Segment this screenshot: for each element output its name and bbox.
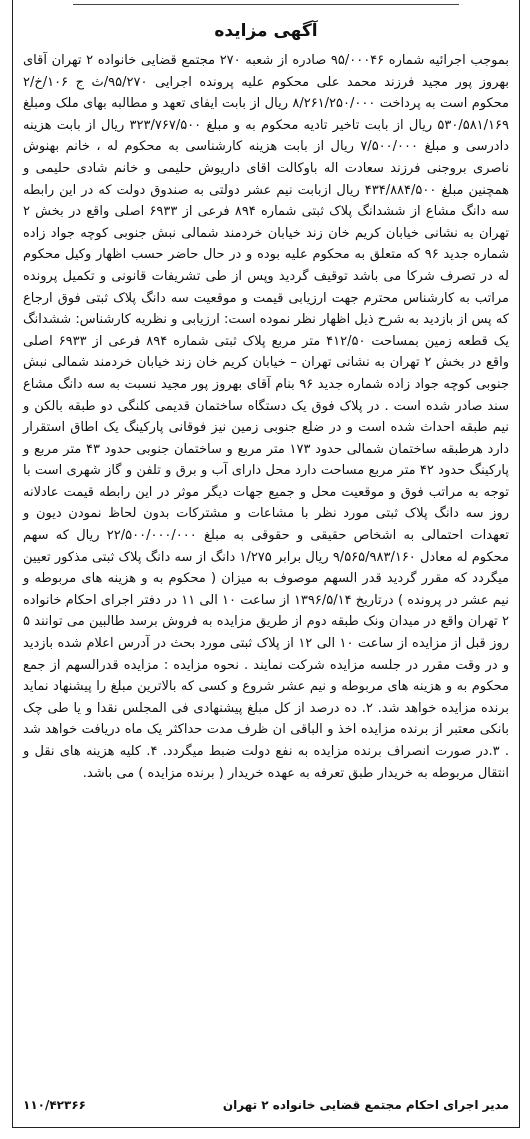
- notice-footer: [23, 1093, 509, 1117]
- notice-title: آگهی مزایده: [214, 21, 318, 41]
- auction-notice: [12, 0, 520, 1128]
- notice-body: [23, 50, 509, 784]
- issuer-signature-line: مدیر اجرای احکام مجتمع قضایی خانواده ۲ تهران: [222, 1098, 509, 1112]
- notice-body-paragraph: بموجب اجرائیه شماره ۹۵/۰۰۰۴۶ صادره از شعبه ۲۷۰ مجتمع قضایی خانواده ۲ تهران آقای بهروز پور مجید فرزند محمد علی محکوم علیه پرونده اجرایی ۹۵/۲۷۰/ث ج ۱۰۶/خ/۲ محکوم است به پرداخت ۸/۲۶۱/۲۵۰/۰۰۰ ریال از بابت ایفای تعهد و مطالبه بهای ملک ومبلغ ۵۳۰/۵۸۱/۱۶۹ ریال از بابت تاخیر تادیه محکوم به و مبلغ ۳۲۳/۷۶۷/۵۰۰ ریال از بابت هزینه دادرسی و مبلغ ۷/۵۰۰/۰۰۰ ریال از بابت هزینه کارشناسی به محکوم له ، خانم بهنوش ناصری بروجنی فرزند سعادت اله باوکالت اقای داریوش حلیمی و خانم شادی حلیمی و همچنین مبلغ ۴۳۴/۸۸۴/۵۰۰ ریال ازبابت نیم عشر دولتی به صندوق دولت که در این رابطه سه دانگ مشاع از ششدانگ پلاک ثبتی شماره ۸۹۴ فرعی از ۶۹۳۳ اصلی واقع در بخش ۲ تهران به نشانی خیابان کریم خان زند خیابان خردمند شمالی نبش جنوبی کوچه جواد زاده شماره جدید ۹۶ که متعلق به محکوم علیه بوده و در حال حاضر حسب اظهار وکیل محکوم له در تصرف شرکا می باشد توقیف گردید وپس از طی تشریفات قانونی و تکمیل پرونده مراتب به کارشناس محترم جهت ارزیابی قیمت و موقعیت سه دانگ پلاک ثبتی فوق ارجاع که پس از بازدید به شرح ذیل اظهار نظر نموده است: ارزیابی و نظریه کارشناس: ششدانگ یک قطعه زمین بمساحت ۴۱۲/۵۰ متر مربع پلاک ثبتی شماره ۸۹۴ فرعی از ۶۹۳۳ اصلی واقع در بخش ۲ تهران به نشانی تهران – خیابان کریم خان زند خیابان خردمند شمالی نبش جنوبی کوچه جواد زاده شماره جدید ۹۶ بنام آقای بهروز پور مجید نسبت به سه دانگ مشاع سند صادر شده است . در پلاک فوق یک دستگاه ساختمان قدیمی کلنگی دو طبقه بالکن و نیم طبقه احداث شده است و در ضلع جنوبی زمین نیز فوقانی پارکینگ یک اطاق استقرار دارد هرطبقه ساختمان شمالی حدود ۱۷۳ متر مربع و ساختمان جنوبی حدود ۴۳ متر مربع و پارکینگ حدود ۴۲ متر مربع مساحت دارد محل دارای آب و برق و تلفن و گاز شهری است با توجه به مراتب فوق و موقعیت محل و جمیع جهات دیگر موثر در این رابطه قیمت عادلانه روز سه دانگ پلاک ثبتی مورد نظر با مشاعات و مشترکات بدون لحاظ نمودن دیون و تعهدات احتمالی به اشخاص حقیقی و حقوقی به مبلغ ۲۲/۵۰۰/۰۰۰/۰۰۰ ریال که سهم محکوم له معادل ۹/۵۶۵/۹۸۳/۱۶۰ ریال برابر ۱/۲۷۵ دانگ از سه دانگ پلاک ثبتی مذکور تعیین میگردد که مقرر گردید قدر السهم موصوف به میزان ( محکوم به و هزینه های مربوطه و نیم عشر در پرونده ) درتاریخ ۱۳۹۶/۵/۱۴ از ساعت ۱۰ الی ۱۱ در دفتر اجرای احکام خانواده ۲ تهران واقع در میدان ونک طبقه دوم از طریق مزایده به فروش برسد طالبین می توانند ۵ روز قبل از مزایده از ساعت ۱۰ الی ۱۲ از پلاک ثبتی مورد بحث در آدرس اعلام شده بازدید و در وقت مقرر در جلسه مزایده شرکت نمایند . نحوه مزایده : مزایده قدرالسهم از جمع محکوم به و هزینه های مربوطه و نیم عشر شروع و کسی که بالاترین مبلغ را پیشنهاد نماید برنده مزایده خواهد شد. ۲. ده درصد از کل مبلغ پیشنهادی فی المجلس نقدا و یا طی چک بانکی معتبر از برنده مزایده اخذ و الباقی ان ظرف مدت حداکثر یک ماه دریافت خواهد شد . ۳.در صورت انصراف برنده مزایده به نفع دولت ضبط میگردد. ۴. کلیه هزینه های نقل و انتقال مربوطه به خریدار طبق تعرفه به عهده خریدار ( برنده مزایده ) می باشد.: [23, 53, 510, 781]
- notice-code: ۱۱۰/۴۲۳۶۶: [23, 1098, 86, 1112]
- top-divider: [73, 4, 459, 5]
